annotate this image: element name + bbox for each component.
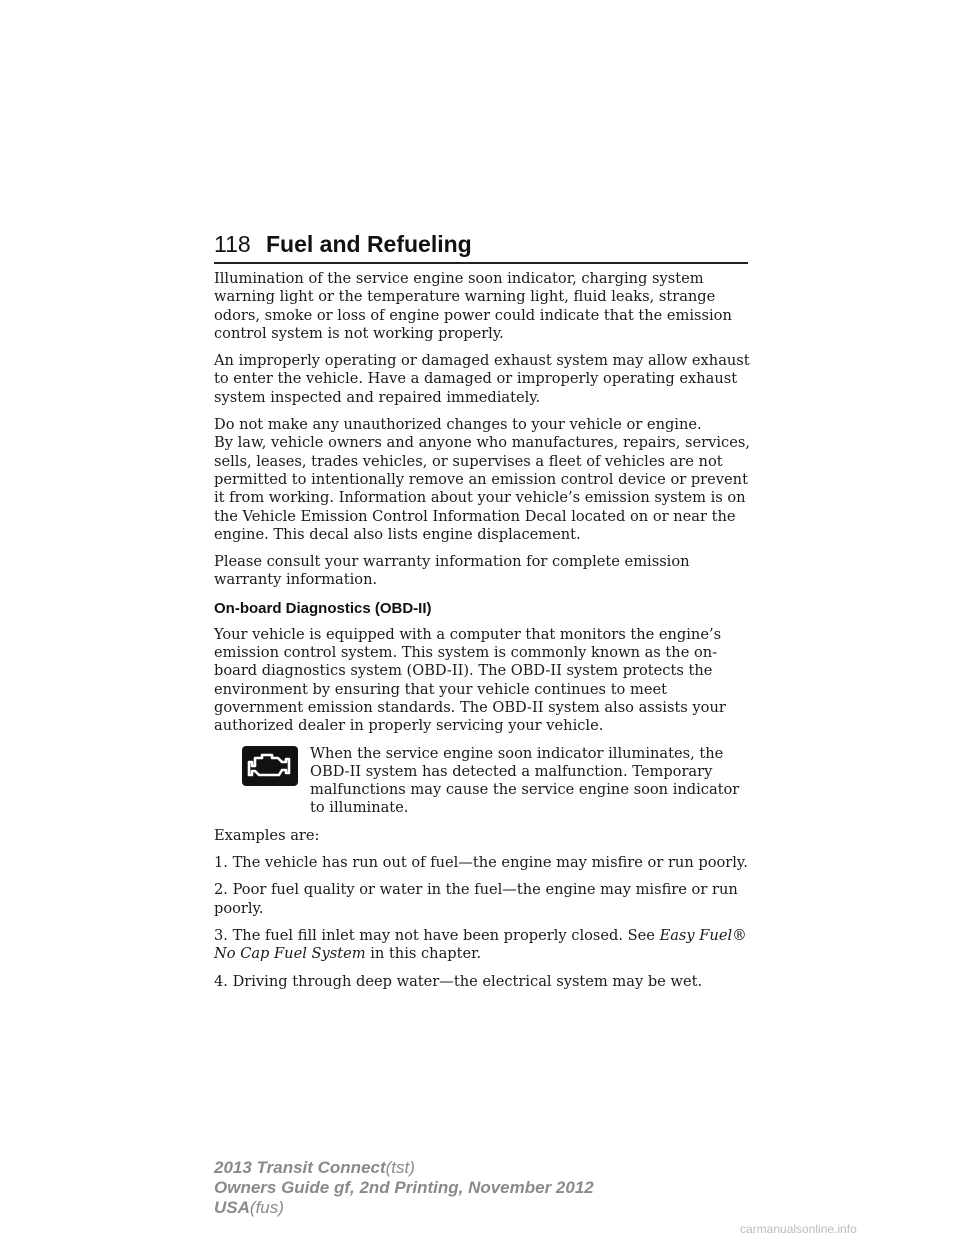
watermark: carmanualsonline.info xyxy=(740,1222,857,1236)
footer-line-2: Owners Guide gf, 2nd Printing, November 2012 xyxy=(214,1178,594,1197)
list-item: 1. The vehicle has run out of fuel—the engine may misfire or run poorly. xyxy=(214,854,748,872)
obd-heading: On-board Diagnostics (OBD-II) xyxy=(214,599,432,617)
indicator-text: When the service engine soon indicator illuminates, the OBD-II system has detected a malfunction. Temporary malfunctions may cause the service engine soon indicator to illuminate. xyxy=(310,744,740,817)
list-item-text: in this chapter. xyxy=(370,945,482,963)
page-header xyxy=(214,230,748,264)
footer-model: 2013 Transit Connect xyxy=(214,1158,386,1177)
paragraph-unauthorized-changes: Do not make any unauthorized changes to your vehicle or engine. xyxy=(214,416,702,434)
paragraph-emission-warning: Illumination of the service engine soon indicator, charging system warning light or the temperature warning light, fluid leaks, strange odors, smoke or loss of engine power could indicate that the emission control system is not working properly. xyxy=(214,270,732,342)
paragraph-exhaust-system: An improperly operating or damaged exhaust system may allow exhaust to enter the vehicle. Have a damaged or improperly operating exhaust system inspected and repaired immediately. xyxy=(214,352,750,406)
paragraph-examples-intro: Examples are: xyxy=(214,826,320,844)
paragraph-warranty: Please consult your warranty information for complete emission warranty information. xyxy=(214,553,690,589)
paragraph-obd-description: Your vehicle is equipped with a computer that monitors the engine’s emission control system. This system is commonly known as the on-board diagnostics system (OBD-II). The OBD-II system protects the environment by ensuring that your vehicle continues to meet government emission standards. The OBD-II system also assists your authorized dealer in properly servicing your vehicle. xyxy=(214,625,726,735)
footer-line-3 xyxy=(214,1198,814,1218)
footer-model-code: (tst) xyxy=(385,1158,415,1177)
easy-fuel-reference: Easy Fuel® No Cap Fuel System xyxy=(214,926,747,963)
section-title: Fuel and Refueling xyxy=(266,231,472,257)
footer-market-code: (fus) xyxy=(249,1198,284,1217)
check-engine-icon xyxy=(242,746,298,786)
page-footer xyxy=(214,1158,814,1218)
list-item: 4. Driving through deep water—the electrical system may be wet. xyxy=(214,972,703,990)
list-item: 2. Poor fuel quality or water in the fuel—the engine may misfire or run poorly. xyxy=(214,881,738,917)
list-item xyxy=(214,927,754,964)
page-number: 118 xyxy=(214,231,251,257)
paragraph-service-engine-indicator xyxy=(214,745,754,818)
page-body xyxy=(214,270,754,1000)
paragraph-law: By law, vehicle owners and anyone who manufactures, repairs, services, sells, leases, trades vehicles, or supervises a fleet of vehicles are not permitted to intentionally remove an emission control device or prevent it from working. Information about your vehicle’s emission system is on the Vehicle Emission Control Information Decal located on or near the engine. This decal also lists engine displacement. xyxy=(214,434,750,543)
footer-line-1 xyxy=(214,1158,814,1178)
list-item-text: 3. The fuel fill inlet may not have been properly closed. See xyxy=(214,926,655,944)
footer-market: USA xyxy=(214,1198,250,1217)
